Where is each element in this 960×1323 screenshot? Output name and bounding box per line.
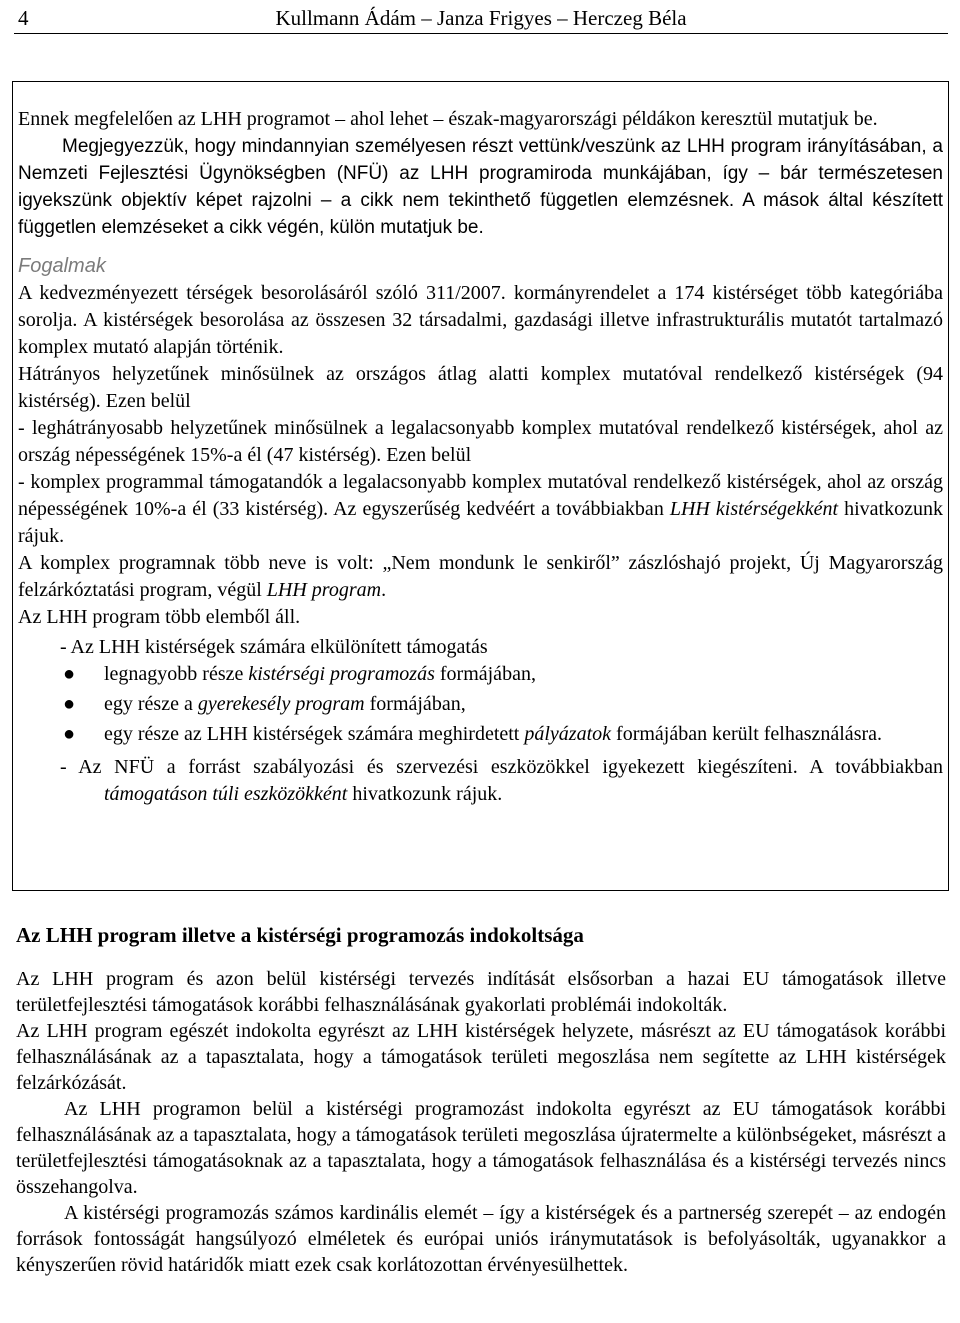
definition-most-disadvantaged: - leghátrányosabb helyzetűnek minősülnek a legalacsonyabb komplex mutatóval rendelkező kistérségek, ahol az ország népességének 15%-a él (47 kistérség). Ezen belül: [18, 417, 943, 466]
page-number: 4: [18, 6, 29, 30]
definition-regulation: A kedvezményezett térségek besorolásáról szóló 311/2007. kormányrendelet a 174 kistérséget több kategóriába sorolja. A kistérségek besorolása az összesen 32 társadalmi, gazdasági illetve infrastrukturális mutatót tartalmazó komplex mutató alapján történik.: [18, 282, 943, 358]
section-body: [16, 966, 946, 1278]
list-dash-item-support: - Az LHH kistérségek számára elkülönített támogatás: [60, 636, 488, 658]
section-heading: Az LHH program illetve a kistérségi programozás indokoltsága: [16, 923, 584, 947]
bullet-icon: ●: [63, 693, 76, 715]
program-elements-intro: Az LHH program több elemből áll.: [18, 606, 301, 628]
disclaimer-paragraph: Megjegyezzük, hogy mindannyian személyesen részt vettünk/veszünk az LHH program irányításában, a Nemzeti Fejlesztési Ügynökségben (NFÜ) az LHH programiroda munkájában, így – bár természetesen igyekszünk objektív képet rajzolni – a cikk nem tekinthető független elemzésnek. A mások által készített független elemzéseket a cikk végén, külön mutatjuk be.: [18, 136, 943, 238]
page-header: [14, 2, 948, 34]
list-bullet-item: ● egy része a gyerekesély program formájában,: [18, 691, 943, 718]
definition-disadvantaged: Hátrányos helyzetűnek minősülnek az országos átlag alatti komplex mutatóval rendelkező kistérségek (94 kistérség). Ezen belül: [18, 363, 943, 412]
intro-paragraph: Ennek megfelelően az LHH programot – ahol lehet – észak-magyarországi példákon keresztül mutatjuk be.: [18, 108, 878, 130]
program-names-paragraph: A komplex programnak több neve is volt: „Nem mondunk le senkiről” zászlóshajó projekt, Új Magyarország felzárkóztatási program, végül LHH program.: [18, 552, 943, 601]
list-bullet-item: ● legnagyobb része kistérségi programozás formájában,: [18, 661, 943, 688]
fogalmak-heading: Fogalmak: [18, 255, 106, 277]
bullet-icon: ●: [63, 723, 76, 745]
running-head-authors: Kullmann Ádám – Janza Frigyes – Herczeg Béla: [275, 6, 687, 30]
list-bullet-item: ● egy része az LHH kistérségek számára meghirdetett pályázatok formájában került felhasználásra.: [18, 721, 943, 748]
list-dash-item-nfu: - Az NFÜ a forrást szabályozási és szervezési eszközökkel igyekezett kiegészíteni. A továbbiakban támogatáson túli eszközökként hivatkozunk rájuk.: [60, 756, 943, 805]
body-paragraph-4: A kistérségi programozás számos kardinális elemét – így a kistérségek és a partnerség szerepét – az endogén források fontosságát hangsúlyozó elméletek és európai uniós iránymutatások is befolyásolták, ugyanakkor a kényszerűen rövid határidők miatt ezek csak korlátozottan érvényesülhettek.: [16, 1202, 946, 1276]
body-paragraph-3: Az LHH programon belül a kistérségi programozást indokolta egyrészt az EU támogatások korábbi felhasználásának az a tapasztalata, hogy a támogatások területi megoszlása újratermelte a különbségeket, másrészt a területfejlesztési támogatásoknak az a tapasztalata, hogy a támogatások felhasználása és a kistérségi tervezés nincs összehangolva.: [16, 1098, 946, 1198]
body-paragraph-1: Az LHH program és azon belül kistérségi tervezés indítását elsősorban a hazai EU támogatások illetve területfejlesztési támogatások korábbi felhasználásának gyakorlati problémái indokolták.: [16, 968, 946, 1016]
body-paragraph-2: Az LHH program egészét indokolta egyrészt az LHH kistérségek helyzete, másrészt az EU támogatások korábbi felhasználásának az a tapasztalata, hogy a támogatások területi megoszlása nem segítette az LHH kistérségek felzárkózását.: [16, 1020, 946, 1094]
bullet-icon: ●: [63, 663, 76, 685]
framed-box: [12, 81, 949, 891]
definition-complex-program: - komplex programmal támogatandók a legalacsonyabb komplex mutatóval rendelkező kistérségek, ahol az ország népességének 10%-a él (33 kistérség). Az egyszerűség kedvéért a továbbiakban LHH kistérségekként hivatkozunk rájuk.: [18, 471, 943, 547]
